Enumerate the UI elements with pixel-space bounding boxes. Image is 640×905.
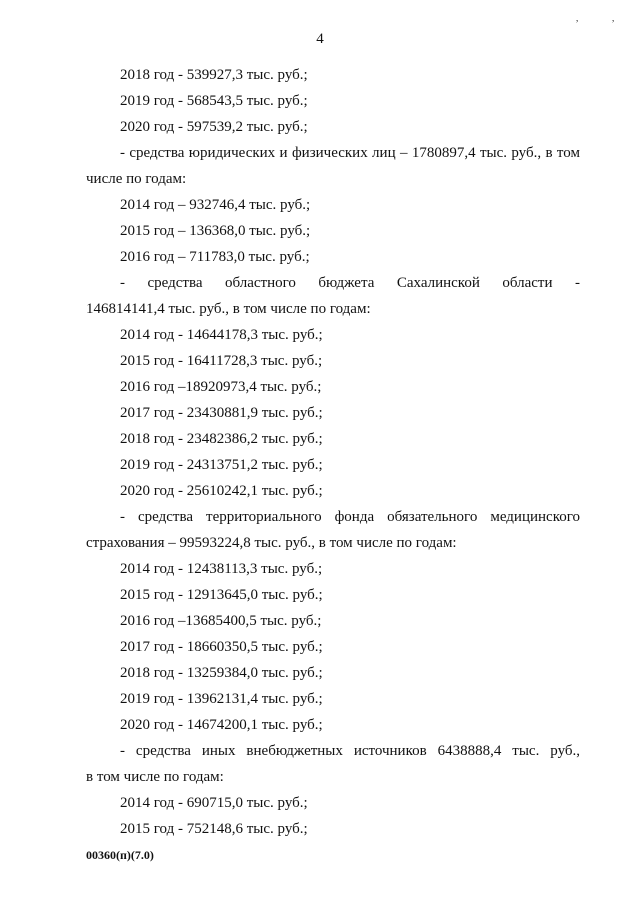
- text-line: 2019 год - 24313751,2 тыс. руб.;: [120, 457, 323, 473]
- paragraph-start: - средства юридических и физических лиц – 1780897,4 тыс. руб., в том: [120, 145, 580, 161]
- paragraph-continuation: в том числе по годам:: [86, 769, 224, 785]
- text-line: 2019 год - 568543,5 тыс. руб.;: [120, 93, 308, 109]
- text-line: 2016 год – 711783,0 тыс. руб.;: [120, 249, 310, 265]
- text-line: 2017 год - 23430881,9 тыс. руб.;: [120, 405, 323, 421]
- footer-code: 00360(п)(7.0): [86, 848, 154, 862]
- text-line: 2015 год - 12913645,0 тыс. руб.;: [120, 587, 323, 603]
- text-line: 2020 год - 14674200,1 тыс. руб.;: [120, 717, 323, 733]
- text-line: 2015 год – 136368,0 тыс. руб.;: [120, 223, 311, 239]
- corner-mark-2: ,: [612, 13, 615, 23]
- text-line: 2014 год – 932746,4 тыс. руб.;: [120, 197, 311, 213]
- text-line: 2015 год - 752148,6 тыс. руб.;: [120, 821, 308, 837]
- page-number: 4: [316, 31, 324, 47]
- text-line: 2020 год - 597539,2 тыс. руб.;: [120, 119, 308, 135]
- text-line: 2014 год - 690715,0 тыс. руб.;: [120, 795, 308, 811]
- paragraph-continuation: числе по годам:: [86, 171, 187, 187]
- paragraph-start: - средства территориального фонда обязательного медицинского: [120, 509, 580, 525]
- text-line: 2016 год –18920973,4 тыс. руб.;: [120, 379, 322, 395]
- text-line: 2018 год - 23482386,2 тыс. руб.;: [120, 431, 323, 447]
- corner-mark-1: ,: [576, 13, 579, 23]
- text-line: 2019 год - 13962131,4 тыс. руб.;: [120, 691, 323, 707]
- paragraph-continuation: страхования – 99593224,8 тыс. руб., в том числе по годам:: [86, 535, 457, 551]
- text-line: 2017 год - 18660350,5 тыс. руб.;: [120, 639, 323, 655]
- text-line: 2018 год - 539927,3 тыс. руб.;: [120, 67, 308, 83]
- text-line: 2015 год - 16411728,3 тыс. руб.;: [120, 353, 323, 369]
- paragraph-start: - средства иных внебюджетных источников 6438888,4 тыс. руб.,: [120, 743, 580, 759]
- text-line: 2014 год - 12438113,3 тыс. руб.;: [120, 561, 323, 577]
- text-line: 2014 год - 14644178,3 тыс. руб.;: [120, 327, 323, 343]
- paragraph-start: - средства областного бюджета Сахалинской области -: [120, 275, 580, 291]
- text-line: 2016 год –13685400,5 тыс. руб.;: [120, 613, 322, 629]
- text-line: 2020 год - 25610242,1 тыс. руб.;: [120, 483, 323, 499]
- text-line: 2018 год - 13259384,0 тыс. руб.;: [120, 665, 323, 681]
- paragraph-continuation: 146814141,4 тыс. руб., в том числе по годам:: [86, 301, 371, 317]
